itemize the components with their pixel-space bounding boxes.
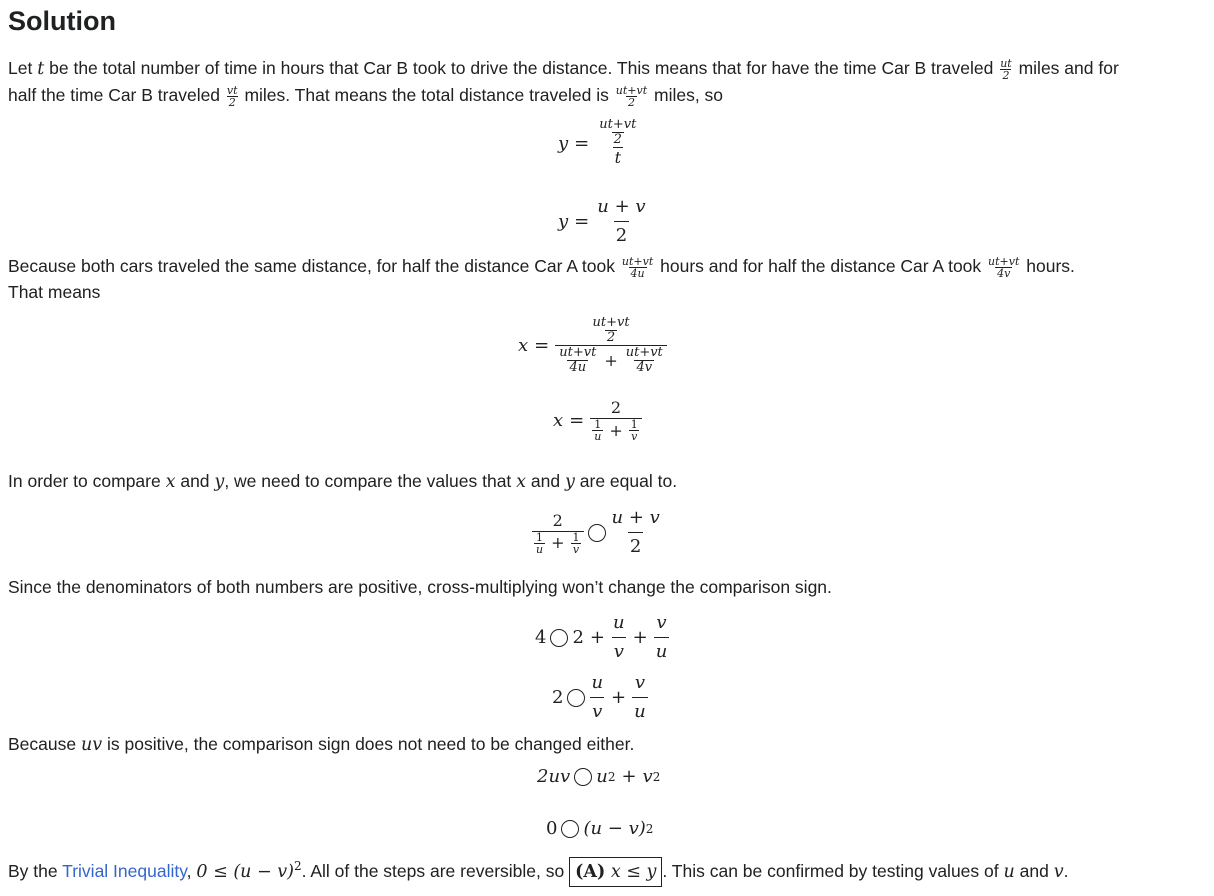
text: are equal to. <box>579 471 678 491</box>
solution-heading: Solution <box>8 6 116 36</box>
plus: + <box>632 627 648 648</box>
math-y: y <box>558 211 569 232</box>
fraction-1-over-v: $\frac{1}{v}$ <box>630 418 638 443</box>
plus: + <box>551 533 565 552</box>
number-0: 0 <box>546 818 558 839</box>
math-v: v <box>1053 862 1064 882</box>
text: . This can be confirmed by testing values of <box>662 861 999 881</box>
trivial-inequality-link[interactable]: Trivial Inequality <box>62 861 187 881</box>
math-y: y <box>214 472 225 492</box>
fraction-over-4v: $\frac{ut+vt}{4v}$ <box>625 345 663 375</box>
text: , <box>186 861 192 881</box>
equals: = <box>574 132 590 154</box>
text: By the <box>8 861 58 881</box>
fraction-1-over-v: $\frac{1}{v}$ <box>572 530 580 556</box>
fraction-1-over-u: $\frac{1}{u}$ <box>594 418 602 443</box>
harmonic-fraction: 2 $\frac{1}{u}$ + $\frac{1}{v}$ <box>532 511 584 555</box>
cross-multiply-paragraph: Since the denominators of both numbers are positive, cross-multiplying won’t change the comparison sign. <box>8 577 832 597</box>
text: hours and for half the distance Car A took <box>660 256 982 276</box>
answer-box <box>569 857 662 887</box>
equation-x-1 <box>518 316 667 375</box>
text: and <box>180 471 210 491</box>
text: Because both cars traveled the same distance, for half the distance Car A took <box>8 256 616 276</box>
inner-fraction: $\frac{ut+vt}{2}$ <box>599 117 637 147</box>
text: That means <box>8 282 101 302</box>
fraction-u-over-v: $\frac{u}{v}$ <box>589 669 605 726</box>
text: , we need to compare the values that <box>224 471 512 491</box>
equals: = <box>574 211 590 232</box>
comparison-4: 2uv u 2 + v 2 <box>537 766 661 787</box>
comparison-5: 0 (u − v) 2 <box>546 818 654 839</box>
compound-fraction <box>595 118 640 168</box>
math-x: x <box>516 472 527 492</box>
math-x: x <box>518 335 529 356</box>
harmonic-fraction: 2 $\frac{1}{u}$ + $\frac{1}{v}$ <box>590 398 642 442</box>
equals: = <box>569 409 585 431</box>
comparison-circle-icon <box>561 820 579 838</box>
text: and <box>1019 861 1049 881</box>
uv-positive-paragraph <box>8 731 1208 758</box>
fraction-over-4u: $\frac{ut+vt}{4u}$ <box>559 345 597 375</box>
equation-x-2 <box>553 398 642 442</box>
conclusion-paragraph <box>8 857 1208 887</box>
text: be the total number of time in hours that Car B took to drive the distance. This means that for have the time Car B traveled <box>49 58 994 78</box>
text: half the time Car B traveled <box>8 85 221 105</box>
exponent: 2 <box>293 859 302 874</box>
math-u: u <box>596 766 608 787</box>
math-x: x <box>165 472 176 492</box>
math-x: x <box>553 409 564 431</box>
fraction-ut-over-2: $\frac{ut}{2}$ <box>1000 56 1012 82</box>
text: is positive, the comparison sign does not need to be changed either. <box>107 734 635 754</box>
inner-fraction: $\frac{ut+vt}{2}$ <box>592 315 630 345</box>
text: miles and for <box>1018 58 1119 78</box>
compare-paragraph <box>8 468 1208 495</box>
comparison-circle-icon <box>567 689 585 707</box>
text: miles, so <box>654 85 724 105</box>
fraction-v-over-u: $\frac{v}{u}$ <box>632 669 648 726</box>
math-2uv: 2uv <box>537 766 571 787</box>
comparison-circle-icon <box>588 524 606 542</box>
text: In order to compare <box>8 471 161 491</box>
text: Let <box>8 58 33 78</box>
answer-math: x ≤ y <box>610 862 657 882</box>
intro-paragraph <box>8 55 1208 108</box>
fraction-u-plus-v-over-2: $\frac{u + v}{2}$ <box>610 504 662 561</box>
text: miles. That means the total distance traveled is <box>244 85 609 105</box>
number-2: 2 <box>552 687 564 708</box>
fraction-ut-plus-vt-over-2: $\frac{ut+vt}{2}$ <box>615 83 648 109</box>
equation-y-2 <box>558 193 648 250</box>
fraction-over-4v: $\frac{ut+vt}{4v}$ <box>988 254 1020 280</box>
plus: + <box>604 350 618 370</box>
math-u: u <box>1003 862 1015 882</box>
equals: = <box>534 335 550 356</box>
comparison-2 <box>535 609 669 666</box>
comparison-circle-icon <box>574 768 592 786</box>
math-t: t <box>37 59 45 79</box>
fraction-vt-over-2: $\frac{vt}{2}$ <box>226 83 238 109</box>
fraction-u-plus-v-over-2: $\frac{u + v}{2}$ <box>595 193 647 250</box>
answer-label: (A) <box>575 862 606 882</box>
comparison-1 <box>532 504 662 561</box>
equation-y-1 <box>558 118 640 168</box>
text: Because <box>8 734 77 754</box>
math-v: v <box>642 766 653 787</box>
number-2: 2 <box>572 627 584 648</box>
denominator-t: t <box>614 148 622 167</box>
text: hours. <box>1026 256 1075 276</box>
plus: + <box>589 627 605 648</box>
math-y: y <box>558 132 569 154</box>
fraction-over-4u: $\frac{ut+vt}{4u}$ <box>621 254 654 280</box>
math-uv: uv <box>80 735 103 755</box>
car-a-paragraph <box>8 253 1208 305</box>
fraction-u-over-v: $\frac{u}{v}$ <box>611 609 627 666</box>
text: . <box>1063 861 1069 881</box>
plus: + <box>621 766 637 787</box>
text: and <box>530 471 561 491</box>
fraction-v-over-u: $\frac{v}{u}$ <box>654 609 670 666</box>
number-4: 4 <box>535 627 547 648</box>
comparison-3 <box>552 669 648 726</box>
comparison-circle-icon <box>550 629 568 647</box>
math-y: y <box>565 472 575 492</box>
math-u-minus-v: (u − v) <box>583 818 646 839</box>
fraction-1-over-u: $\frac{1}{u}$ <box>536 530 544 556</box>
text: . All of the steps are reversible, so <box>301 861 565 881</box>
math-inequality: 0 ≤ (u − v) <box>196 862 294 882</box>
plus: + <box>609 420 623 440</box>
compound-fraction <box>555 316 667 375</box>
plus: + <box>611 687 627 708</box>
